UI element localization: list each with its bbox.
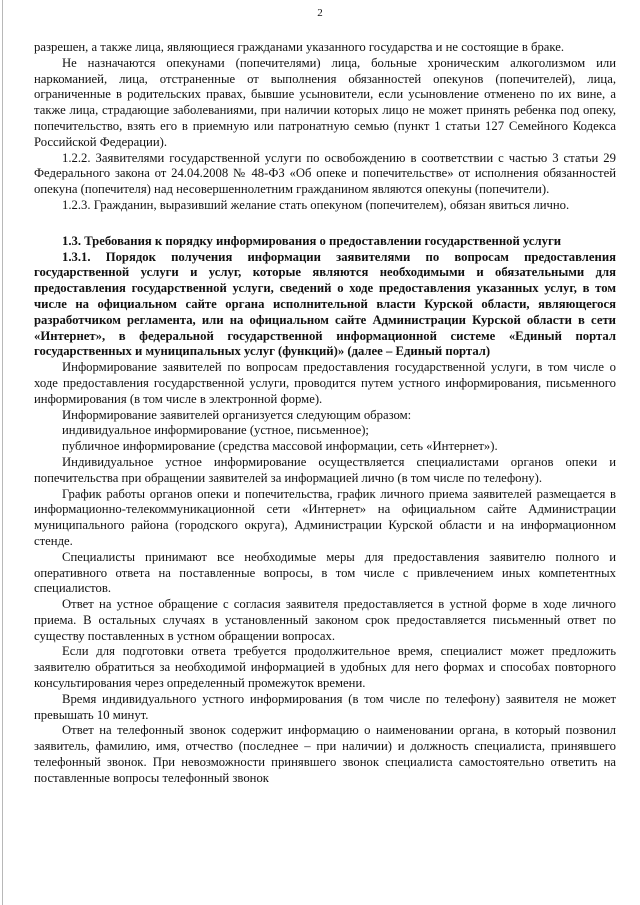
paragraph-1-2-3: 1.2.3. Гражданин, выразивший желание стать опекуном (попечителем), обязан явиться лично. bbox=[62, 197, 570, 212]
paragraph-marriage-continuation: разрешен, а также лица, являющиеся гражданами указанного государства и не состоящие в браке. bbox=[34, 40, 565, 54]
document-body bbox=[34, 40, 616, 787]
page-number: 2 bbox=[317, 7, 323, 19]
paragraph-work-schedule: График работы органов опеки и попечительства, график личного приема заявителей размещается в информационно-телекоммуникационной сети «Интернет» на официальном сайте Администрации муниципального района (городского округа), Администрации Курской области и на информационном стенде. bbox=[34, 486, 616, 548]
paragraph-oral-informing: Индивидуальное устное информирование осуществляется специалистами органов опеки и попечительства при обращении заявителей за информацией лично (в том числе по телефону). bbox=[34, 454, 616, 485]
paragraph-specialists-measures: Специалисты принимают все необходимые меры для предоставления заявителю полного и оперативного ответа на поставленные вопросы, в том числе с привлечением иных компетентных специалистов. bbox=[34, 549, 616, 596]
scan-edge-line bbox=[2, 0, 3, 905]
section-heading-1-3: 1.3. Требования к порядку информирования о предоставлении государственной услуги bbox=[62, 233, 562, 248]
list-item-individual-informing: индивидуальное информирование (устное, письменное); bbox=[62, 423, 369, 438]
paragraph-1-2-2: 1.2.2. Заявителями государственной услуги по освобождению в соответствии с частью 3 статьи 29 Федерального закона от 24.04.2008 № 48-ФЗ «Об опеке и попечительстве» от исполнения обязанностей опекуна (попечителя) над несовершеннолетним гражданином являются опекуны (попечители). bbox=[34, 150, 616, 197]
paragraph-informing-organization: Информирование заявителей организуется следующим образом: bbox=[62, 407, 412, 422]
paragraph-long-preparation: Если для подготовки ответа требуется продолжительное время, специалист может предложить заявителю обратиться за необходимой информацией в удобных для него формах и способах повторного консультирования через определенный промежуток времени. bbox=[34, 644, 616, 691]
list-item-public-informing: публичное информирование (средства массовой информации, сеть «Интернет»). bbox=[62, 439, 498, 454]
paragraph-ineligible-guardians: Не назначаются опекунами (попечителями) лица, больные хроническим алкоголизмом или наркоманией, лица, отстраненные от выполнения обязанностей опекунов (попечителей), лица, ограниченные в родительских правах, бывшие усыновители, если усыновление отменено по их вине, а также лица, страдающие заболеваниями, при наличии которых лицо не может принять ребенка под опеку, попечительство, взять его в приемную или патронатную семью (пункт 1 статьи 127 Семейного Кодекса Российской Федерации). bbox=[34, 55, 616, 149]
paragraph-phone-call: Ответ на телефонный звонок содержит информацию о наименовании органа, в который позвонил заявитель, фамилию, имя, отчество (последнее – при наличии) и должность специалиста, принявшего телефонный звонок. При невозможности принявшего звонок специалиста самостоятельно ответить на поставленные вопросы телефонный звонок bbox=[34, 723, 616, 785]
paragraph-oral-response: Ответ на устное обращение с согласия заявителя предоставляется в устной форме в ходе личного приема. В остальных случаях в установленный законом срок предоставляется письменный ответ по существу поставленных в устном обращении вопросах. bbox=[34, 597, 616, 643]
subsection-heading-1-3-1: 1.3.1. Порядок получения информации заявителями по вопросам предоставления государственной услуги и услуг, которые являются необходимыми и обязательными для предоставления государственной услуги, сведений о ходе предоставления указанных услуг, в том числе на официальном сайте органа исполнительной власти Курской области, являющегося разработчиком регламента, или на официальном сайте Администрации Курской области в сети «Интернет», в федеральной государственной информационной системе «Единый портал государственных и муниципальных услуг (функций)» (далее – Единый портал) bbox=[34, 249, 616, 359]
paragraph-time-limit: Время индивидуального устного информирования (в том числе по телефону) заявителя не может превышать 10 минут. bbox=[34, 691, 616, 722]
paragraph-informing-methods: Информирование заявителей по вопросам предоставления государственной услуги, в том числе о ходе предоставления государственной услуги, проводится путем устного информирования, письменного информирования (в том числе в электронной форме). bbox=[34, 360, 616, 406]
